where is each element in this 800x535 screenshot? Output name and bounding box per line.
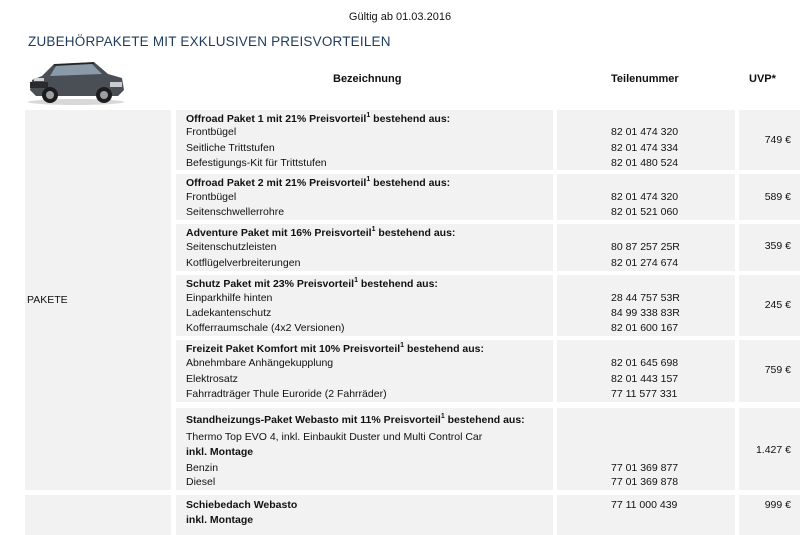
package-price: 245 € (764, 299, 791, 311)
item-label: Fahrradträger Thule Euroride (2 Fahrräder) (186, 388, 387, 400)
item-label: Benzin (186, 462, 219, 474)
item-part: 82 01 474 320 (611, 126, 679, 138)
item-label: Seitliche Trittstufen (186, 142, 275, 154)
page-title: ZUBEHÖRPAKETE MIT EXKLUSIVEN PREISVORTEILEN (28, 34, 391, 49)
item-part: 82 01 443 157 (611, 373, 679, 385)
item-part: 77 11 000 439 (611, 499, 678, 511)
package-note: inkl. Montage (186, 446, 254, 458)
item-part: 82 01 645 698 (611, 357, 679, 369)
item-part: 77 01 369 877 (611, 462, 679, 474)
package-price: 1.427 € (755, 444, 791, 456)
item-label: Seitenschwellerrohre (186, 206, 285, 218)
car-image (24, 52, 128, 106)
item-part: 80 87 257 25R (611, 241, 680, 253)
category-label: PAKETE (27, 294, 68, 306)
item-part: 82 01 480 524 (611, 157, 679, 169)
item-label: Befestigungs-Kit für Trittstufen (186, 157, 327, 169)
item-label: Kotflügelverbreiterungen (186, 257, 301, 269)
item-part: 77 01 369 878 (611, 476, 679, 488)
item-label: Elektrosatz (186, 373, 238, 385)
package-note: inkl. Montage (186, 514, 254, 526)
column-header-uvp: UVP* (749, 73, 776, 85)
valid-from: Gültig ab 01.03.2016 (348, 11, 452, 23)
package-price: 749 € (764, 134, 791, 146)
item-label: Frontbügel (186, 126, 237, 138)
item-label: Seitenschutzleisten (186, 241, 277, 253)
item-part: 82 01 521 060 (611, 206, 679, 218)
package-price: 589 € (764, 191, 791, 203)
package-title: Standheizungs-Paket Webasto mit 11% Preisvorteil$^1$ bestehend aus: (186, 413, 525, 426)
item-label: Abnehmbare Anhängekupplung (186, 357, 334, 369)
package-title: Offroad Paket 2 mit 21% Preisvorteil$^1$ bestehend aus: (186, 176, 451, 189)
item-label: Frontbügel (186, 191, 237, 203)
category-cell (25, 495, 171, 535)
item-part: 82 01 600 167 (611, 322, 679, 334)
item-part: 82 01 274 674 (611, 257, 679, 269)
package-subtitle: Thermo Top EVO 4, inkl. Einbaukit Duster und Multi Control Car (186, 431, 483, 443)
item-part: 84 99 338 83R (611, 307, 680, 319)
item-part: 28 44 757 53R (611, 292, 680, 304)
package-title: Schiebedach Webasto (186, 499, 298, 511)
package-title: Offroad Paket 1 mit 21% Preisvorteil$^1$ bestehend aus: (186, 112, 451, 125)
item-part: 82 01 474 320 (611, 191, 679, 203)
package-title: Schutz Paket mit 23% Preisvorteil$^1$ bestehend aus: (186, 277, 438, 290)
item-part: 77 11 577 331 (611, 388, 678, 400)
package-price: 759 € (764, 364, 791, 376)
item-part: 82 01 474 334 (611, 142, 679, 154)
package-title: Adventure Paket mit 16% Preisvorteil$^1$ bestehend aus: (186, 226, 456, 239)
column-header-teilenummer: Teilenummer (611, 73, 679, 85)
item-label: Kofferraumschale (4x2 Versionen) (186, 322, 345, 334)
package-title: Freizeit Paket Komfort mit 10% Preisvorteil$^1$ bestehend aus: (186, 342, 484, 355)
column-header-bezeichnung: Bezeichnung (333, 73, 402, 85)
package-price: 999 € (764, 499, 791, 511)
item-label: Ladekantenschutz (186, 307, 272, 319)
item-label: Einparkhilfe hinten (186, 292, 273, 304)
item-label: Diesel (186, 476, 216, 488)
package-price: 359 € (764, 240, 791, 252)
